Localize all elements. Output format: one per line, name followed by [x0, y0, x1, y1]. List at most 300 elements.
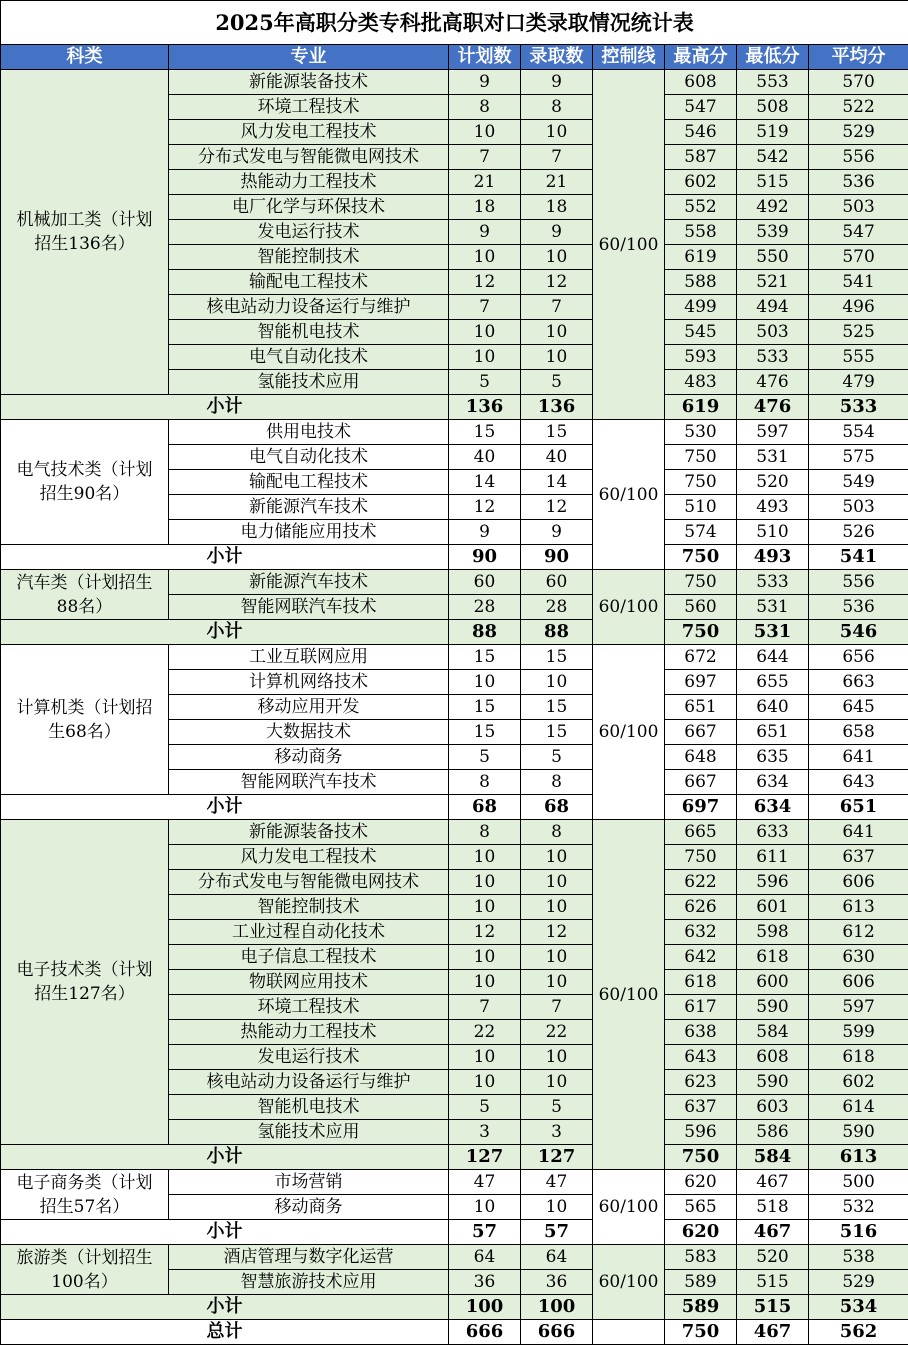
- table-row: [1, 1245, 908, 1270]
- subtotal-admitted: 136: [521, 395, 593, 420]
- subtotal-max: 619: [665, 395, 737, 420]
- admitted-cell: 10: [521, 245, 593, 270]
- category-cell: [1, 1245, 169, 1295]
- min-score-cell: 521: [737, 270, 809, 295]
- subtotal-row: [1, 795, 908, 820]
- subtotal-admitted: 90: [521, 545, 593, 570]
- category-label: 电子技术类（计划招生127名）: [16, 960, 153, 1004]
- admitted-cell: 10: [521, 945, 593, 970]
- category-cell: [1, 420, 169, 545]
- admitted-cell: 10: [521, 1195, 593, 1220]
- total-avg: 562: [809, 1320, 908, 1345]
- major-cell: 发电运行技术: [169, 220, 449, 245]
- min-score-cell: 503: [737, 320, 809, 345]
- header-major: 专业: [169, 45, 449, 70]
- admitted-cell: 8: [521, 770, 593, 795]
- min-score-cell: 494: [737, 295, 809, 320]
- subtotal-row: [1, 395, 908, 420]
- avg-score-cell: 529: [809, 1270, 908, 1295]
- avg-score-cell: 496: [809, 295, 908, 320]
- category-cell: [1, 570, 169, 620]
- control-line-cell: 60/100: [593, 820, 665, 1170]
- major-cell: 酒店管理与数字化运营: [169, 1245, 449, 1270]
- planned-cell: 8: [449, 820, 521, 845]
- admitted-cell: 10: [521, 970, 593, 995]
- max-score-cell: 499: [665, 295, 737, 320]
- table-row: [1, 70, 908, 95]
- planned-cell: 22: [449, 1020, 521, 1045]
- total-control-line: [593, 1320, 665, 1345]
- header-row: [1, 45, 908, 70]
- planned-cell: 8: [449, 770, 521, 795]
- major-cell: 电厂化学与环保技术: [169, 195, 449, 220]
- table-row: [1, 420, 908, 445]
- avg-score-cell: 643: [809, 770, 908, 795]
- planned-cell: 3: [449, 1120, 521, 1145]
- major-cell: 热能动力工程技术: [169, 1020, 449, 1045]
- subtotal-min: 476: [737, 395, 809, 420]
- admitted-cell: 10: [521, 670, 593, 695]
- admitted-cell: 10: [521, 320, 593, 345]
- major-cell: 市场营销: [169, 1170, 449, 1195]
- major-cell: 智能控制技术: [169, 895, 449, 920]
- planned-cell: 10: [449, 120, 521, 145]
- major-cell: 核电站动力设备运行与维护: [169, 1070, 449, 1095]
- avg-score-cell: 599: [809, 1020, 908, 1045]
- category-cell: [1, 645, 169, 795]
- table-row: [1, 645, 908, 670]
- min-score-cell: 520: [737, 470, 809, 495]
- max-score-cell: 608: [665, 70, 737, 95]
- planned-cell: 12: [449, 495, 521, 520]
- max-score-cell: 623: [665, 1070, 737, 1095]
- avg-score-cell: 641: [809, 745, 908, 770]
- category-label: 电气技术类（计划招生90名）: [16, 460, 153, 504]
- control-line-cell: 60/100: [593, 570, 665, 645]
- major-cell: 氢能技术应用: [169, 370, 449, 395]
- category-cell: [1, 70, 169, 395]
- major-cell: 输配电工程技术: [169, 270, 449, 295]
- header-control-line: 控制线: [593, 45, 665, 70]
- min-score-cell: 608: [737, 1045, 809, 1070]
- admitted-cell: 15: [521, 695, 593, 720]
- admitted-cell: 10: [521, 870, 593, 895]
- major-cell: 分布式发电与智能微电网技术: [169, 870, 449, 895]
- admitted-cell: 5: [521, 1095, 593, 1120]
- min-score-cell: 655: [737, 670, 809, 695]
- subtotal-min: 584: [737, 1145, 809, 1170]
- min-score-cell: 640: [737, 695, 809, 720]
- category-cell: [1, 1170, 169, 1220]
- major-cell: 电子信息工程技术: [169, 945, 449, 970]
- max-score-cell: 558: [665, 220, 737, 245]
- subtotal-admitted: 57: [521, 1220, 593, 1245]
- min-score-cell: 586: [737, 1120, 809, 1145]
- admitted-cell: 10: [521, 895, 593, 920]
- admitted-cell: 3: [521, 1120, 593, 1145]
- planned-cell: 10: [449, 870, 521, 895]
- admitted-cell: 7: [521, 995, 593, 1020]
- admitted-cell: 36: [521, 1270, 593, 1295]
- planned-cell: 15: [449, 720, 521, 745]
- major-cell: 智能控制技术: [169, 245, 449, 270]
- min-score-cell: 597: [737, 420, 809, 445]
- max-score-cell: 622: [665, 870, 737, 895]
- major-cell: 物联网应用技术: [169, 970, 449, 995]
- planned-cell: 10: [449, 945, 521, 970]
- admitted-cell: 10: [521, 845, 593, 870]
- admitted-cell: 12: [521, 270, 593, 295]
- subtotal-planned: 136: [449, 395, 521, 420]
- planned-cell: 10: [449, 320, 521, 345]
- table-row: [1, 1170, 908, 1195]
- major-cell: 电力储能应用技术: [169, 520, 449, 545]
- planned-cell: 10: [449, 845, 521, 870]
- planned-cell: 10: [449, 1045, 521, 1070]
- admitted-cell: 7: [521, 295, 593, 320]
- avg-score-cell: 630: [809, 945, 908, 970]
- subtotal-planned: 88: [449, 620, 521, 645]
- category-label: 计算机类（计划招生68名）: [16, 697, 153, 742]
- min-score-cell: 542: [737, 145, 809, 170]
- avg-score-cell: 526: [809, 520, 908, 545]
- major-cell: 工业互联网应用: [169, 645, 449, 670]
- max-score-cell: 574: [665, 520, 737, 545]
- subtotal-max: 750: [665, 620, 737, 645]
- max-score-cell: 546: [665, 120, 737, 145]
- subtotal-admitted: 100: [521, 1295, 593, 1320]
- major-cell: 环境工程技术: [169, 995, 449, 1020]
- max-score-cell: 593: [665, 345, 737, 370]
- planned-cell: 5: [449, 1095, 521, 1120]
- max-score-cell: 618: [665, 970, 737, 995]
- control-line-cell: 60/100: [593, 1245, 665, 1320]
- planned-cell: 10: [449, 1195, 521, 1220]
- category-label: 旅游类（计划招生100名）: [16, 1247, 153, 1292]
- max-score-cell: 750: [665, 470, 737, 495]
- header-max-score: 最高分: [665, 45, 737, 70]
- max-score-cell: 665: [665, 820, 737, 845]
- admitted-cell: 5: [521, 745, 593, 770]
- header-avg-score: 平均分: [809, 45, 908, 70]
- subtotal-label: 小计: [1, 545, 449, 570]
- avg-score-cell: 541: [809, 270, 908, 295]
- avg-score-cell: 479: [809, 370, 908, 395]
- max-score-cell: 483: [665, 370, 737, 395]
- min-score-cell: 493: [737, 495, 809, 520]
- max-score-cell: 619: [665, 245, 737, 270]
- max-score-cell: 642: [665, 945, 737, 970]
- major-cell: 供用电技术: [169, 420, 449, 445]
- max-score-cell: 620: [665, 1170, 737, 1195]
- major-cell: 电气自动化技术: [169, 445, 449, 470]
- avg-score-cell: 602: [809, 1070, 908, 1095]
- min-score-cell: 618: [737, 945, 809, 970]
- min-score-cell: 601: [737, 895, 809, 920]
- admitted-cell: 15: [521, 720, 593, 745]
- subtotal-avg: 516: [809, 1220, 908, 1245]
- max-score-cell: 651: [665, 695, 737, 720]
- avg-score-cell: 663: [809, 670, 908, 695]
- control-line-cell: 60/100: [593, 70, 665, 420]
- admitted-cell: 5: [521, 370, 593, 395]
- subtotal-min: 634: [737, 795, 809, 820]
- max-score-cell: 552: [665, 195, 737, 220]
- avg-score-cell: 522: [809, 95, 908, 120]
- max-score-cell: 596: [665, 1120, 737, 1145]
- planned-cell: 47: [449, 1170, 521, 1195]
- table-title: 2025年高职分类专科批高职对口类录取情况统计表: [1, 1, 908, 45]
- min-score-cell: 533: [737, 345, 809, 370]
- subtotal-row: [1, 1295, 908, 1320]
- min-score-cell: 539: [737, 220, 809, 245]
- max-score-cell: 587: [665, 145, 737, 170]
- admitted-cell: 14: [521, 470, 593, 495]
- min-score-cell: 598: [737, 920, 809, 945]
- admitted-cell: 9: [521, 520, 593, 545]
- avg-score-cell: 656: [809, 645, 908, 670]
- subtotal-row: [1, 545, 908, 570]
- major-cell: 新能源汽车技术: [169, 495, 449, 520]
- max-score-cell: 565: [665, 1195, 737, 1220]
- planned-cell: 10: [449, 345, 521, 370]
- planned-cell: 5: [449, 370, 521, 395]
- admitted-cell: 10: [521, 1070, 593, 1095]
- subtotal-label: 小计: [1, 1220, 449, 1245]
- max-score-cell: 637: [665, 1095, 737, 1120]
- header-category: 科类: [1, 45, 169, 70]
- subtotal-min: 515: [737, 1295, 809, 1320]
- min-score-cell: 603: [737, 1095, 809, 1120]
- subtotal-min: 531: [737, 620, 809, 645]
- admitted-cell: 47: [521, 1170, 593, 1195]
- avg-score-cell: 645: [809, 695, 908, 720]
- total-row: [1, 1320, 908, 1345]
- max-score-cell: 750: [665, 445, 737, 470]
- avg-score-cell: 538: [809, 1245, 908, 1270]
- planned-cell: 10: [449, 245, 521, 270]
- max-score-cell: 697: [665, 670, 737, 695]
- min-score-cell: 590: [737, 1070, 809, 1095]
- avg-score-cell: 549: [809, 470, 908, 495]
- avg-score-cell: 525: [809, 320, 908, 345]
- major-cell: 移动应用开发: [169, 695, 449, 720]
- category-label: 机械加工类（计划招生136名）: [16, 210, 153, 254]
- header-min-score: 最低分: [737, 45, 809, 70]
- avg-score-cell: 637: [809, 845, 908, 870]
- control-line-cell: 60/100: [593, 1170, 665, 1245]
- max-score-cell: 750: [665, 570, 737, 595]
- avg-score-cell: 606: [809, 970, 908, 995]
- major-cell: 风力发电工程技术: [169, 120, 449, 145]
- subtotal-avg: 534: [809, 1295, 908, 1320]
- major-cell: 智能网联汽车技术: [169, 595, 449, 620]
- max-score-cell: 602: [665, 170, 737, 195]
- major-cell: 移动商务: [169, 1195, 449, 1220]
- subtotal-avg: 541: [809, 545, 908, 570]
- avg-score-cell: 614: [809, 1095, 908, 1120]
- subtotal-avg: 651: [809, 795, 908, 820]
- total-admitted: 666: [521, 1320, 593, 1345]
- max-score-cell: 672: [665, 645, 737, 670]
- min-score-cell: 531: [737, 595, 809, 620]
- admitted-cell: 40: [521, 445, 593, 470]
- avg-score-cell: 556: [809, 145, 908, 170]
- max-score-cell: 667: [665, 720, 737, 745]
- avg-score-cell: 597: [809, 995, 908, 1020]
- planned-cell: 14: [449, 470, 521, 495]
- major-cell: 核电站动力设备运行与维护: [169, 295, 449, 320]
- major-cell: 移动商务: [169, 745, 449, 770]
- admitted-cell: 9: [521, 220, 593, 245]
- max-score-cell: 617: [665, 995, 737, 1020]
- admitted-cell: 15: [521, 645, 593, 670]
- planned-cell: 12: [449, 920, 521, 945]
- avg-score-cell: 503: [809, 195, 908, 220]
- major-cell: 智慧旅游技术应用: [169, 1270, 449, 1295]
- subtotal-admitted: 68: [521, 795, 593, 820]
- subtotal-max: 750: [665, 1145, 737, 1170]
- subtotal-row: [1, 620, 908, 645]
- category-label: 电子商务类（计划招生57名）: [16, 1172, 153, 1217]
- min-score-cell: 518: [737, 1195, 809, 1220]
- min-score-cell: 600: [737, 970, 809, 995]
- planned-cell: 15: [449, 695, 521, 720]
- avg-score-cell: 641: [809, 820, 908, 845]
- planned-cell: 28: [449, 595, 521, 620]
- category-cell: [1, 820, 169, 1145]
- subtotal-max: 589: [665, 1295, 737, 1320]
- major-cell: 环境工程技术: [169, 95, 449, 120]
- subtotal-planned: 100: [449, 1295, 521, 1320]
- major-cell: 输配电工程技术: [169, 470, 449, 495]
- max-score-cell: 626: [665, 895, 737, 920]
- subtotal-admitted: 88: [521, 620, 593, 645]
- subtotal-label: 小计: [1, 795, 449, 820]
- planned-cell: 18: [449, 195, 521, 220]
- min-score-cell: 553: [737, 70, 809, 95]
- admitted-cell: 28: [521, 595, 593, 620]
- min-score-cell: 476: [737, 370, 809, 395]
- planned-cell: 9: [449, 70, 521, 95]
- major-cell: 大数据技术: [169, 720, 449, 745]
- subtotal-max: 697: [665, 795, 737, 820]
- planned-cell: 40: [449, 445, 521, 470]
- subtotal-avg: 613: [809, 1145, 908, 1170]
- planned-cell: 8: [449, 95, 521, 120]
- avg-score-cell: 529: [809, 120, 908, 145]
- admitted-cell: 21: [521, 170, 593, 195]
- planned-cell: 10: [449, 670, 521, 695]
- max-score-cell: 648: [665, 745, 737, 770]
- min-score-cell: 634: [737, 770, 809, 795]
- header-planned: 计划数: [449, 45, 521, 70]
- avg-score-cell: 503: [809, 495, 908, 520]
- table-body: [1, 70, 908, 1345]
- min-score-cell: 520: [737, 1245, 809, 1270]
- subtotal-row: [1, 1145, 908, 1170]
- admitted-cell: 22: [521, 1020, 593, 1045]
- avg-score-cell: 612: [809, 920, 908, 945]
- total-max: 750: [665, 1320, 737, 1345]
- planned-cell: 12: [449, 270, 521, 295]
- avg-score-cell: 575: [809, 445, 908, 470]
- max-score-cell: 583: [665, 1245, 737, 1270]
- planned-cell: 64: [449, 1245, 521, 1270]
- subtotal-planned: 90: [449, 545, 521, 570]
- admitted-cell: 12: [521, 920, 593, 945]
- avg-score-cell: 536: [809, 595, 908, 620]
- min-score-cell: 515: [737, 170, 809, 195]
- avg-score-cell: 613: [809, 895, 908, 920]
- subtotal-label: 小计: [1, 395, 449, 420]
- admitted-cell: 18: [521, 195, 593, 220]
- major-cell: 氢能技术应用: [169, 1120, 449, 1145]
- max-score-cell: 588: [665, 270, 737, 295]
- avg-score-cell: 618: [809, 1045, 908, 1070]
- header-admitted: 录取数: [521, 45, 593, 70]
- control-line-cell: 60/100: [593, 420, 665, 570]
- major-cell: 发电运行技术: [169, 1045, 449, 1070]
- planned-cell: 21: [449, 170, 521, 195]
- planned-cell: 7: [449, 145, 521, 170]
- avg-score-cell: 570: [809, 245, 908, 270]
- planned-cell: 10: [449, 1070, 521, 1095]
- min-score-cell: 633: [737, 820, 809, 845]
- avg-score-cell: 555: [809, 345, 908, 370]
- min-score-cell: 492: [737, 195, 809, 220]
- planned-cell: 7: [449, 995, 521, 1020]
- avg-score-cell: 570: [809, 70, 908, 95]
- subtotal-min: 467: [737, 1220, 809, 1245]
- major-cell: 计算机网络技术: [169, 670, 449, 695]
- admitted-cell: 9: [521, 70, 593, 95]
- min-score-cell: 596: [737, 870, 809, 895]
- major-cell: 新能源装备技术: [169, 70, 449, 95]
- max-score-cell: 750: [665, 845, 737, 870]
- avg-score-cell: 536: [809, 170, 908, 195]
- min-score-cell: 533: [737, 570, 809, 595]
- subtotal-min: 493: [737, 545, 809, 570]
- min-score-cell: 531: [737, 445, 809, 470]
- planned-cell: 10: [449, 970, 521, 995]
- planned-cell: 15: [449, 645, 521, 670]
- total-label: 总计: [1, 1320, 449, 1345]
- min-score-cell: 550: [737, 245, 809, 270]
- planned-cell: 15: [449, 420, 521, 445]
- major-cell: 热能动力工程技术: [169, 170, 449, 195]
- major-cell: 工业过程自动化技术: [169, 920, 449, 945]
- subtotal-planned: 127: [449, 1145, 521, 1170]
- major-cell: 分布式发电与智能微电网技术: [169, 145, 449, 170]
- subtotal-max: 620: [665, 1220, 737, 1245]
- min-score-cell: 510: [737, 520, 809, 545]
- major-cell: 新能源装备技术: [169, 820, 449, 845]
- max-score-cell: 643: [665, 1045, 737, 1070]
- major-cell: 风力发电工程技术: [169, 845, 449, 870]
- planned-cell: 9: [449, 220, 521, 245]
- table-row: [1, 570, 908, 595]
- avg-score-cell: 554: [809, 420, 908, 445]
- avg-score-cell: 500: [809, 1170, 908, 1195]
- subtotal-planned: 57: [449, 1220, 521, 1245]
- subtotal-avg: 546: [809, 620, 908, 645]
- planned-cell: 10: [449, 895, 521, 920]
- min-score-cell: 644: [737, 645, 809, 670]
- planned-cell: 60: [449, 570, 521, 595]
- min-score-cell: 519: [737, 120, 809, 145]
- total-planned: 666: [449, 1320, 521, 1345]
